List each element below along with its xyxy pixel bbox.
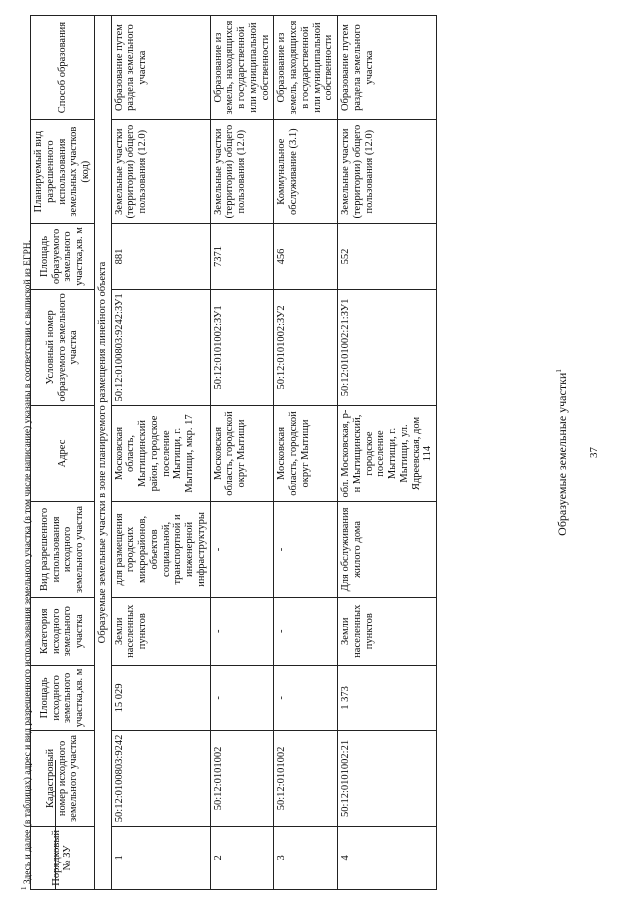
table-cell: 15 029 <box>111 665 210 731</box>
table-cell: 1 373 <box>338 665 437 731</box>
table-cell: Земли населенных пунктов <box>338 597 437 665</box>
table-cell: 552 <box>338 224 437 290</box>
table-cell: Образование из земель, находящихся в государственной или муниципальной собственности <box>210 16 274 120</box>
header-row <box>31 16 95 890</box>
column-header: Категория исходного земельного участка <box>31 597 95 665</box>
footnote-text: Здесь и далее (в таблицах) адрес и вид разрешенного использования земельного участка (в том числе написание) указаны в соответствии с выпиской из ЕГРН. <box>23 240 34 885</box>
table-cell: Образование путем раздела земельного участка <box>111 16 210 120</box>
table-cell: - <box>274 665 338 731</box>
column-header: Вид разрешенного использования исходного земельного участка <box>31 501 95 597</box>
table-row <box>274 16 338 890</box>
table-cell: 50:12:0101002:ЗУ2 <box>274 289 338 405</box>
table-cell: 50:12:0101002 <box>210 731 274 826</box>
table-cell: 50:12:0101002:21:ЗУ1 <box>338 289 437 405</box>
table-row <box>111 16 210 890</box>
table-cell: для размещения городских микрорайонов, объектов социальной, транспортной и инженерной инфраструктуры <box>111 501 210 597</box>
table-row <box>210 16 274 890</box>
table-cell: - <box>210 501 274 597</box>
table-cell: - <box>274 597 338 665</box>
table-cell: обл. Московская, р-н Мытищинский, городское поселение Мытищи, г. Мытищи, ул. Ядреевская, дом 114 <box>338 406 437 502</box>
page-title-text: Образуемые земельные участки <box>555 372 569 536</box>
footnote <box>20 15 33 890</box>
table-cell: 2 <box>210 826 274 889</box>
table-cell: Коммунальное обслуживание (3.1) <box>274 120 338 224</box>
table-cell: 50:12:0101002:21 <box>338 731 437 826</box>
table-cell: Земли населенных пунктов <box>111 597 210 665</box>
table-row <box>338 16 437 890</box>
page-number: 37 <box>588 447 600 458</box>
table-cell: 50:12:0101002 <box>274 731 338 826</box>
table-cell: 50:12:0100803:9242 <box>111 731 210 826</box>
table-cell: 7371 <box>210 224 274 290</box>
table-cell: - <box>274 501 338 597</box>
column-header: Способ образования <box>31 16 95 120</box>
table-cell: Образование из земель, находящихся в государственной или муниципальной собственности <box>274 16 338 120</box>
table-cell: - <box>210 665 274 731</box>
table-cell: 881 <box>111 224 210 290</box>
table-cell: Земельные участки (территории) общего пользования (12.0) <box>338 120 437 224</box>
table-cell: 50:12:0101002:ЗУ1 <box>210 289 274 405</box>
table-cell: Московская область, Мытищинский район, городское поселение Мытищи, г. Мытищи, мкр. 17 <box>111 406 210 502</box>
table-cell: Образование путем раздела земельного участка <box>338 16 437 120</box>
table-cell: 50:12:0100803:9242:ЗУ1 <box>111 289 210 405</box>
column-header: Адрес <box>31 406 95 502</box>
table-cell: Московская область, городской округ Мытищи <box>210 406 274 502</box>
table-cell: 1 <box>111 826 210 889</box>
table-cell: - <box>210 597 274 665</box>
column-header: Площадь образуемого земельного участка,кв. м <box>31 224 95 290</box>
column-header: Планируемый вид разрешенного использования земельных участков (код) <box>31 120 95 224</box>
page-title <box>555 0 570 905</box>
parcels-table <box>30 15 437 890</box>
column-header: Кадастровый номер исходного земельного участка <box>31 731 95 826</box>
table-cell: 4 <box>338 826 437 889</box>
column-header: Условный номер образуемого земельного участка <box>31 289 95 405</box>
column-header: Площадь исходного земельного участка,кв. м <box>31 665 95 731</box>
table-cell: Земельные участки (территории) общего пользования (12.0) <box>111 120 210 224</box>
title-footnote-mark: 1 <box>555 369 563 373</box>
footnote-divider <box>55 760 56 890</box>
table-cell: Московская область, городской округ Мытищи <box>274 406 338 502</box>
table-cell: 456 <box>274 224 338 290</box>
table-cell: Земельные участки (территории) общего пользования (12.0) <box>210 120 274 224</box>
section-row <box>94 16 111 890</box>
table-cell: Для обслуживания жилого дома <box>338 501 437 597</box>
column-header: Порядковый № ЗУ <box>31 826 95 889</box>
section-label: Образуемые земельные участки в зоне планируемого размещения линейного объекта <box>94 16 111 890</box>
footnote-mark: 1 <box>20 886 28 890</box>
table-cell: 3 <box>274 826 338 889</box>
table-body <box>94 16 436 890</box>
